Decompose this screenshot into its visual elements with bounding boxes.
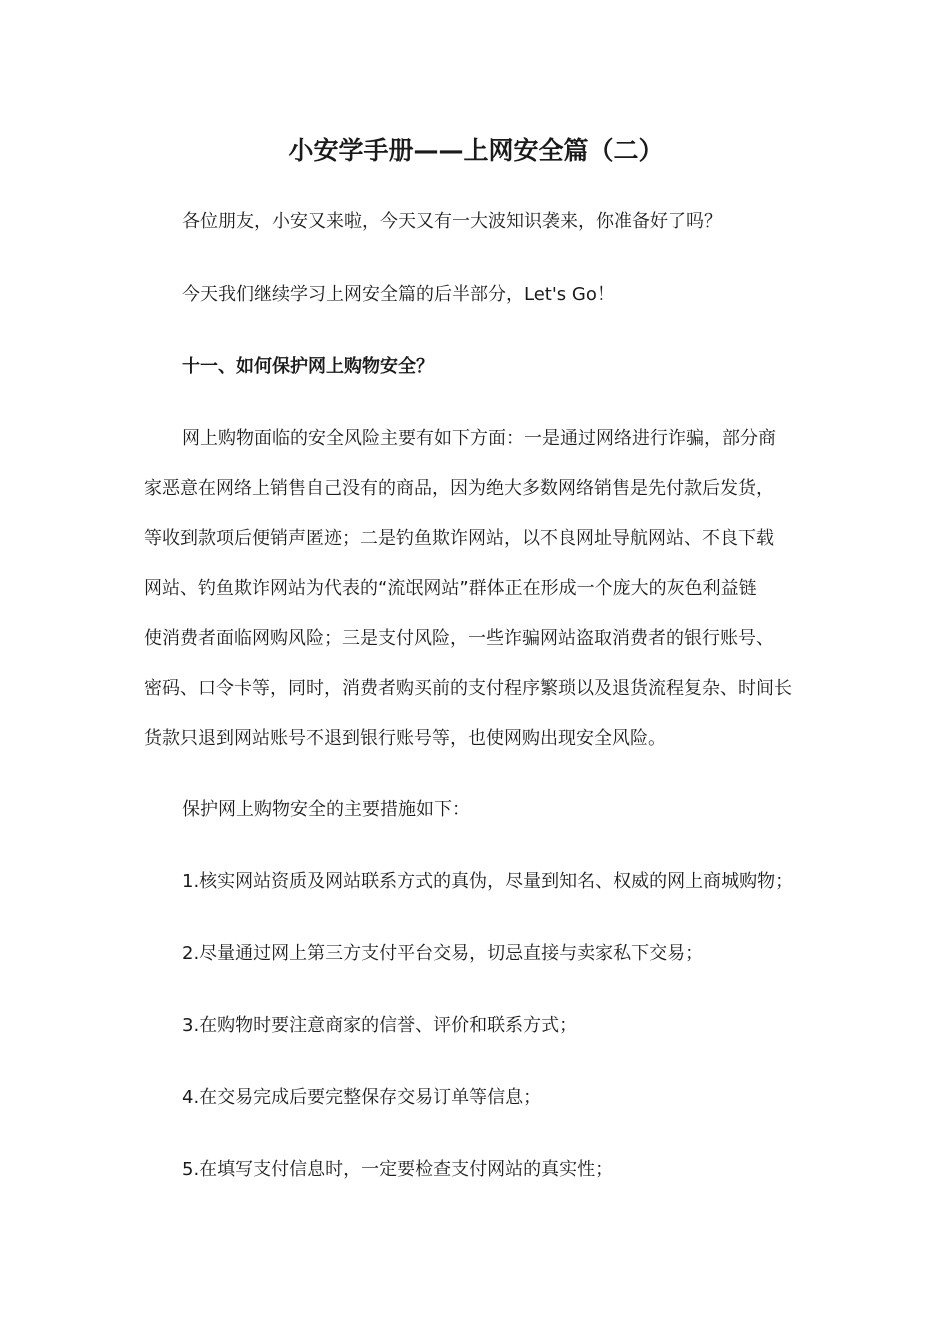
body-line: 家恶意在网络上销售自己没有的商品，因为绝大多数网络销售是先付款后发货， [144, 478, 774, 499]
measure-item-3: 3.在购物时要注意商家的信誉、评价和联系方式； [182, 1015, 578, 1036]
measures-intro: 保护网上购物安全的主要措施如下： [182, 799, 470, 820]
measure-item-4: 4.在交易完成后要完整保存交易订单等信息； [182, 1087, 542, 1108]
document-title: 小安学手册——上网安全篇（二） [288, 136, 664, 165]
body-line: 网上购物面临的安全风险主要有如下方面：一是通过网络进行诈骗，部分商 [182, 428, 776, 449]
body-line: 货款只退到网站账号不退到银行账号等，也使网购出现安全风险。 [144, 728, 666, 749]
measure-item-5: 5.在填写支付信息时，一定要检查支付网站的真实性； [182, 1159, 614, 1180]
intro-paragraph-1: 各位朋友，小安又来啦，今天又有一大波知识袭来，你准备好了吗？ [182, 211, 722, 232]
body-line: 网站、钓鱼欺诈网站为代表的“流氓网站”群体正在形成一个庞大的灰色利益链 [144, 578, 757, 599]
measure-item-1: 1.核实网站资质及网站联系方式的真伪，尽量到知名、权威的网上商城购物； [182, 871, 794, 892]
body-line: 密码、口令卡等，同时，消费者购买前的支付程序繁琐以及退货流程复杂、时间长 [144, 678, 792, 699]
risk-description-paragraph [144, 426, 808, 776]
section-heading: 十一、如何保护网上购物安全？ [182, 356, 434, 377]
measure-item-2: 2.尽量通过网上第三方支付平台交易，切忌直接与卖家私下交易； [182, 943, 704, 964]
intro-paragraph-2: 今天我们继续学习上网安全篇的后半部分，Let's Go！ [182, 284, 615, 305]
body-line: 使消费者面临网购风险；三是支付风险，一些诈骗网站盗取消费者的银行账号、 [144, 628, 774, 649]
body-line: 等收到款项后便销声匿迹；二是钓鱼欺诈网站，以不良网址导航网站、不良下载 [144, 528, 774, 549]
